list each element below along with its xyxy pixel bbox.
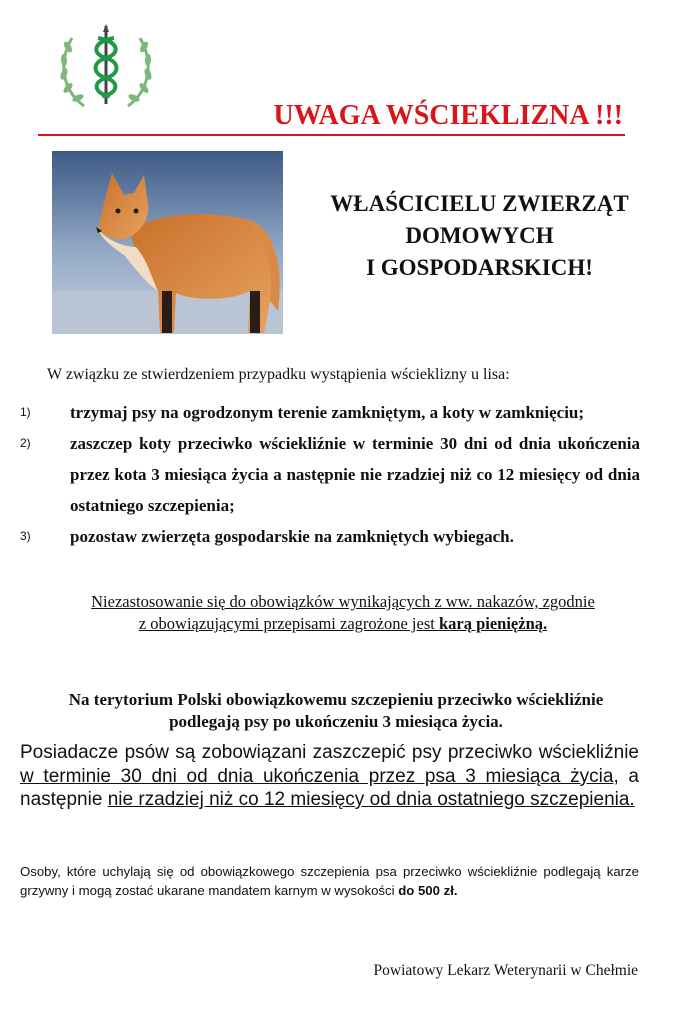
fine-text: Osoby, które uchylają się od obowiązkowego szczepienia psa przeciwko wściekliźnie podlegają karze grzywny i mogą zostać ukarane mandatem karnym w wysokości: [20, 864, 639, 898]
list-number: 3): [20, 529, 31, 543]
heading-line-1: WŁAŚCICIELU ZWIERZĄT: [330, 191, 629, 216]
owners-obligation-text: [20, 741, 639, 812]
owners-frequency: nie rzadziej niż co 12 miesięcy od dnia ostatniego szczepienia.: [107, 789, 635, 810]
mandatory-vaccination-heading: [18, 689, 654, 733]
owners-heading: [302, 188, 657, 284]
owners-deadline: w terminie 30 dni od dnia ukończenia przez psa 3 miesiąca życia,: [20, 765, 619, 787]
heading-line-3: I GOSPODARSKICH!: [366, 255, 593, 280]
list-number: 2): [20, 436, 31, 450]
intro-text: W związku ze stwierdzeniem przypadku wystąpienia wścieklizny u lisa:: [47, 366, 510, 383]
fine-note: [20, 862, 639, 900]
penalty-line-2-text: z obowiązującymi przepisami zagrożone jest: [138, 614, 439, 633]
list-item: [20, 521, 640, 552]
signature: Powiatowy Lekarz Weterynarii w Chełmie: [373, 962, 638, 979]
penalty-emphasis: karą pieniężną.: [438, 614, 548, 633]
list-item-text: zaszczep koty przeciwko wściekliźnie w terminie 30 dni od dnia ukończenia przez kota 3 miesiąca życia a następnie nie rzadziej niż co 12 miesięcy od dnia ostatniego szczepienia;: [70, 434, 640, 515]
list-item-text: trzymaj psy na ogrodzonym terenie zamkniętym, a koty w zamknięciu;: [70, 403, 585, 422]
fine-amount: do 500 zł.: [398, 883, 458, 898]
mandatory-line-1: Na terytorium Polski obowiązkowemu szczepieniu przeciwko wściekliźnie: [68, 690, 604, 709]
list-item: [20, 428, 640, 521]
mandatory-line-2: podlegają psy po ukończeniu 3 miesiąca życia.: [169, 712, 503, 731]
list-item-text: pozostaw zwierzęta gospodarskie na zamkniętych wybiegach.: [70, 527, 514, 546]
owners-part-3: a następnie: [20, 765, 639, 810]
penalty-note: [40, 591, 646, 635]
fox-photo: [52, 151, 283, 334]
page-title: UWAGA WŚCIEKLIZNA !!!: [38, 100, 625, 136]
penalty-line-2: [40, 613, 646, 635]
owners-part-1: Posiadacze psów są zobowiązani zaszczepić psy przeciwko wściekliźnie: [20, 742, 639, 763]
instructions-list: [20, 397, 640, 552]
list-number: 1): [20, 405, 31, 419]
list-item: [20, 397, 640, 428]
heading-line-2: DOMOWYCH: [405, 223, 554, 248]
penalty-line-1: Niezastosowanie się do obowiązków wynikających z ww. nakazów, zgodnie: [91, 592, 595, 611]
